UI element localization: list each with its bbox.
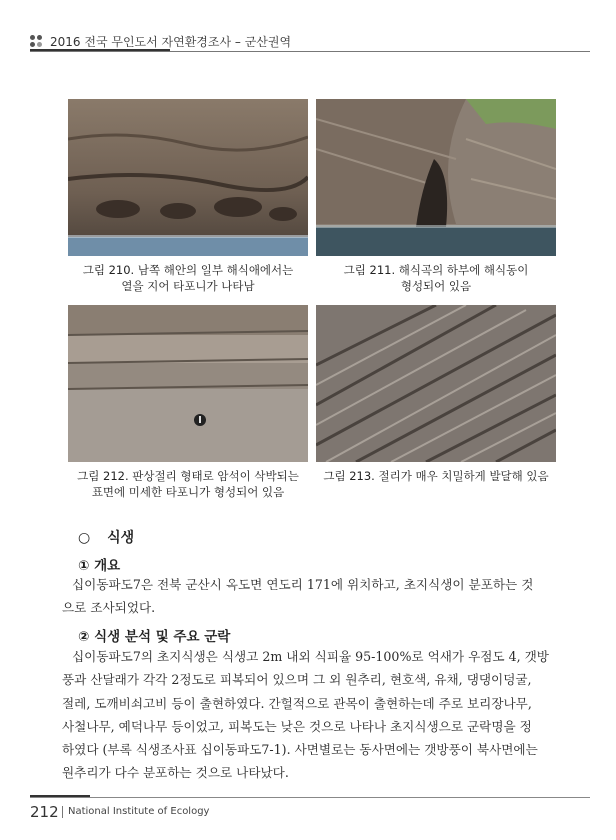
footer-organization: National Institute of Ecology <box>68 806 210 817</box>
photo-fig-210 <box>68 99 308 256</box>
caption-line: 그림 211. 해식곡의 하부에 해식동이 <box>343 263 529 277</box>
paragraph-line: 절레, 도깨비쇠고비 등이 출현하였다. 간헐적으로 관목이 출현하는데 주로 보리장나무, <box>62 695 532 711</box>
footer-separator <box>62 806 63 818</box>
caption-line: 그림 213. 절리가 매우 치밀하게 발달해 있음 <box>323 469 549 483</box>
header-title: 2016 전국 무인도서 자연환경조사 – 군산권역 <box>50 35 292 49</box>
footer-rule <box>30 797 590 798</box>
caption-fig-212 <box>68 468 308 500</box>
paragraph-line: 사철나무, 예덕나무 등이었고, 피복도는 낮은 것으로 나타나 초지식생으로 군락명을 정 <box>62 718 532 734</box>
subsection-heading-overview: ① 개요 <box>78 558 121 574</box>
section-title: 식생 <box>107 530 135 546</box>
paragraph-overview <box>62 573 554 620</box>
subsection-heading-vegetation: ② 식생 분석 및 주요 군락 <box>78 629 231 645</box>
paragraph-line: 십이동파도7의 초지식생은 식생고 2m 내외 식피율 95-100%로 억새가 우점도 4, 갯방 <box>72 649 549 664</box>
paragraph-line: 원추리가 다수 분포하는 것으로 나타났다. <box>62 765 289 781</box>
caption-fig-213 <box>316 468 556 484</box>
page-number: 212 <box>30 803 59 821</box>
running-header <box>30 30 590 52</box>
paragraph-line: 풍과 산달래가 각각 2정도로 피복되어 있으며 그 외 원추리, 현호색, 유채, 댕댕이덩굴, <box>62 672 532 688</box>
caption-line: 그림 210. 남쪽 해안의 일부 해식애에서는 <box>82 263 294 277</box>
paragraph-line: 으로 조사되었다. <box>62 600 156 616</box>
photo-fig-213 <box>316 305 556 462</box>
header-dots-icon <box>30 35 44 47</box>
paragraph-line: 십이동파도7은 전북 군산시 옥도면 연도리 171에 위치하고, 초지식생이 분포하는 것 <box>72 577 534 592</box>
caption-line: 표면에 미세한 타포니가 형성되어 있음 <box>91 485 285 499</box>
section-heading <box>78 527 134 547</box>
header-rule <box>30 51 590 52</box>
photo-fig-212 <box>68 305 308 462</box>
caption-fig-211 <box>316 262 556 294</box>
caption-line: 열을 지어 타포니가 나타남 <box>121 279 255 293</box>
caption-line: 그림 212. 판상절리 형태로 암석이 삭박되는 <box>77 469 299 483</box>
paragraph-line: 하였다 (부록 식생조사표 십이동파도7-1). 사면별로는 동사면에는 갯방풍이 북사면에는 <box>62 742 538 758</box>
caption-fig-210 <box>68 262 308 294</box>
photo-fig-211 <box>316 99 556 256</box>
paragraph-vegetation <box>62 645 554 785</box>
section-bullet: ○ <box>78 530 91 546</box>
caption-line: 형성되어 있음 <box>400 279 472 293</box>
